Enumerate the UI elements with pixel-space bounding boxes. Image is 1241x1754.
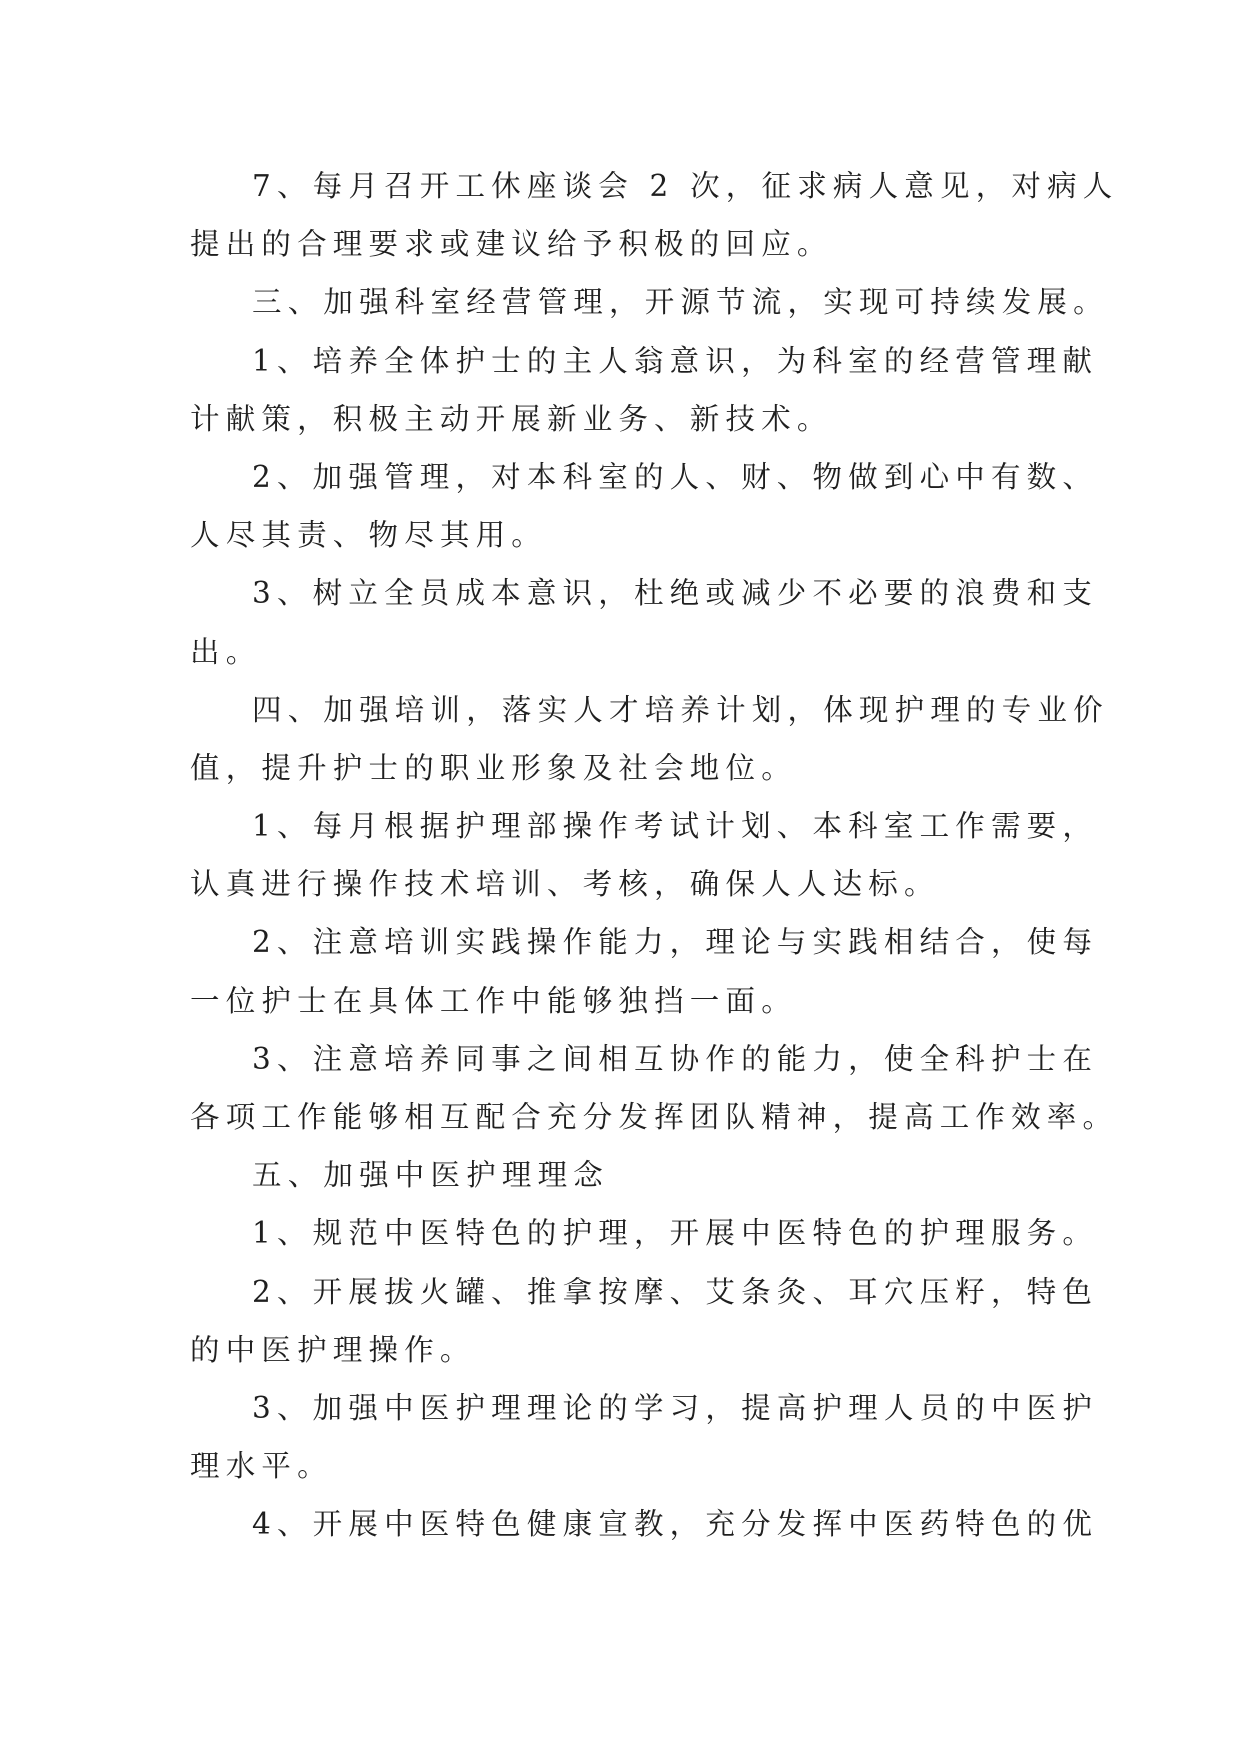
text-line: 7、每月召开工休座谈会 2 次，征求病人意见，对病人	[252, 169, 1119, 203]
text-line: 各项工作能够相互配合充分发挥团队精神，提高工作效率。	[190, 1100, 1119, 1134]
document-body	[190, 157, 1119, 1554]
section-heading: 四、加强培训，落实人才培养计划，体现护理的专业价	[252, 692, 1109, 727]
text-line: 计献策，积极主动开展新业务、新技术。	[190, 401, 833, 436]
text-line: 1、规范中医特色的护理，开展中医特色的护理服务。	[252, 1216, 1099, 1251]
text-line: 4、开展中医特色健康宣教，充分发挥中医药特色的优	[252, 1507, 1099, 1542]
text-line: 出。	[190, 634, 262, 669]
text-line: 1、每月根据护理部操作考试计划、本科室工作需要，	[252, 809, 1099, 844]
text-line: 2、开展拔火罐、推拿按摩、艾条灸、耳穴压籽，特色	[252, 1274, 1099, 1309]
text-line: 人尽其责、物尽其用。	[190, 518, 548, 553]
text-line: 3、注意培养同事之间相互协作的能力，使全科护士在	[252, 1041, 1099, 1076]
text-line: 1、培养全体护士的主人翁意识，为科室的经营管理献	[252, 343, 1099, 378]
section-heading: 三、加强科室经营管理，开源节流，实现可持续发展。	[252, 285, 1109, 320]
text-line: 值，提升护士的职业形象及社会地位。	[190, 750, 797, 785]
text-line: 一位护士在具体工作中能够独挡一面。	[190, 983, 797, 1018]
text-line: 2、加强管理，对本科室的人、财、物做到心中有数、	[252, 459, 1099, 494]
text-line: 的中医护理操作。	[190, 1332, 476, 1367]
text-line: 3、加强中医护理理论的学习，提高护理人员的中医护	[252, 1390, 1099, 1425]
text-line: 3、树立全员成本意识，杜绝或减少不必要的浪费和支	[252, 576, 1099, 611]
text-line: 提出的合理要求或建议给予积极的回应。	[190, 227, 833, 262]
section-heading: 五、加强中医护理理念	[252, 1158, 610, 1193]
text-line: 2、注意培训实践操作能力，理论与实践相结合，使每	[252, 925, 1099, 960]
text-line: 认真进行操作技术培训、考核，确保人人达标。	[190, 867, 940, 902]
text-line: 理水平。	[190, 1449, 333, 1484]
